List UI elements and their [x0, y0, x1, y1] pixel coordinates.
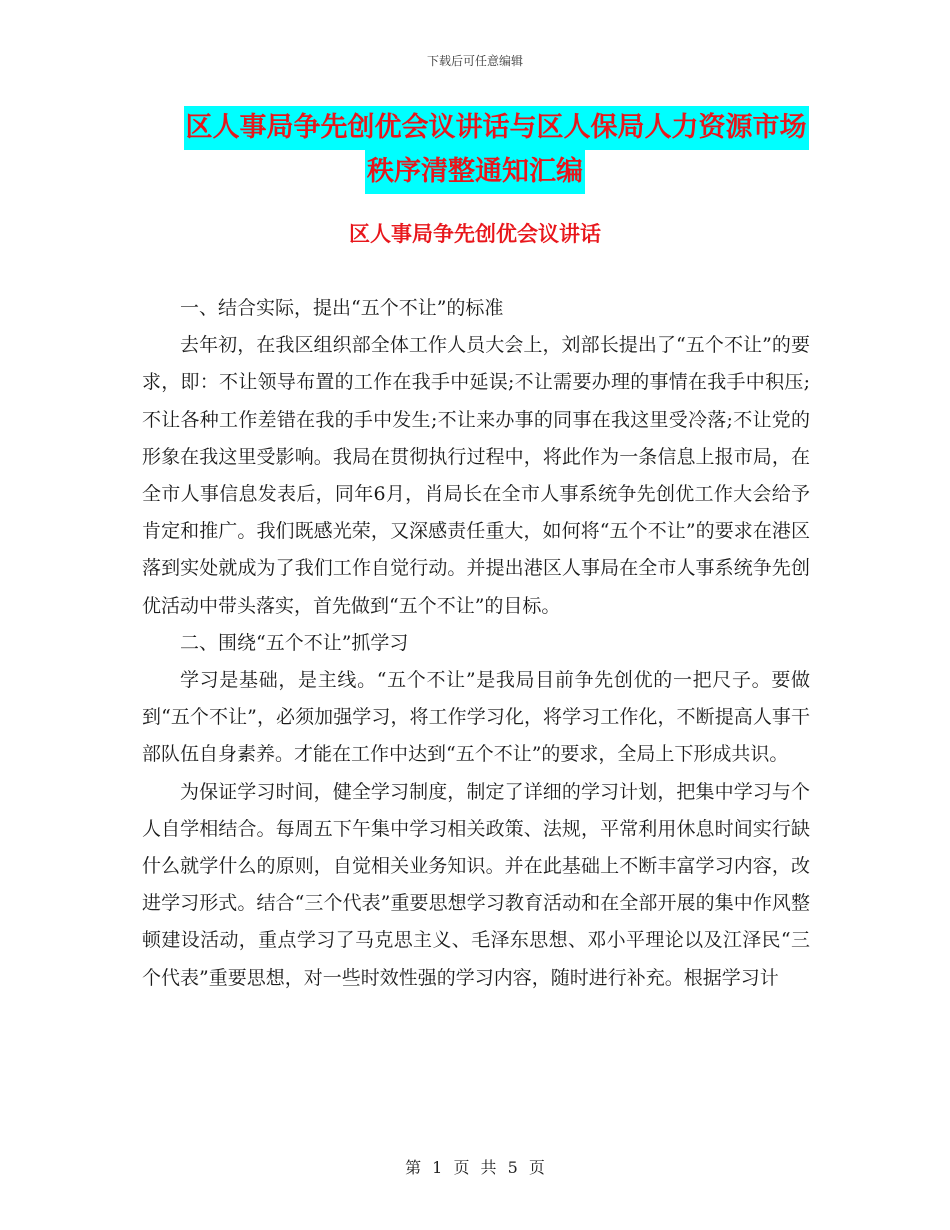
section-title: 区人事局争先创优会议讲话	[349, 222, 601, 246]
document-title-line-2: 秩序清整通知汇编	[365, 150, 585, 194]
paragraph: 为保证学习时间，健全学习制度，制定了详细的学习计划，把集中学习与个人自学相结合。每周五下午集中学习相关政策、法规，平常利用休息时间实行缺什么就学什么的原则，自觉相关业务知识。并在此基础上不断丰富学习内容，改进学习形式。结合“三个代表”重要思想学习教育活动和在全部开展的集中作风整顿建设活动，重点学习了马克思主义、毛泽东思想、邓小平理论以及江泽民“三个代表”重要思想，对一些时效性强的学习内容，随时进行补充。根据学习计	[142, 780, 810, 989]
document-title	[0, 106, 950, 194]
document-body	[142, 290, 810, 997]
page-footer: 第 1 页 共 5 页	[405, 1158, 545, 1177]
paragraph: 学习是基础，是主线。“五个不让”是我局目前争先创优的一把尺子。要做到“五个不让”，必须加强学习，将工作学习化，将学习工作化，不断提高人事干部队伍自身素养。才能在工作中达到“五个不让”的要求，全局上下形成共识。	[142, 669, 810, 766]
document-title-line-1: 区人事局争先创优会议讲话与区人保局人力资源市场	[184, 106, 809, 150]
heading-1: 一、结合实际，提出“五个不让”的标准	[180, 297, 504, 319]
paragraph: 去年初，在我区组织部全体工作人员大会上，刘部长提出了“五个不让”的要求，即：不让领导布置的工作在我手中延误;不让需要办理的事情在我手中积压;不让各种工作差错在我的手中发生;不让来办事的同事在我这里受冷落;不让党的形象在我这里受影响。我局在贯彻执行过程中，将此作为一条信息上报市局，在全市人事信息发表后，同年6月，肖局长在全市人事系统争先创优工作大会给予肯定和推广。我们既感光荣，又深感责任重大，如何将“五个不让”的要求在港区落到实处就成为了我们工作自觉行动。并提出港区人事局在全市人事系统争先创优活动中带头落实，首先做到“五个不让”的目标。	[142, 334, 810, 617]
header-note: 下载后可任意编辑	[426, 54, 523, 68]
heading-2: 二、围绕“五个不让”抓学习	[180, 631, 409, 654]
